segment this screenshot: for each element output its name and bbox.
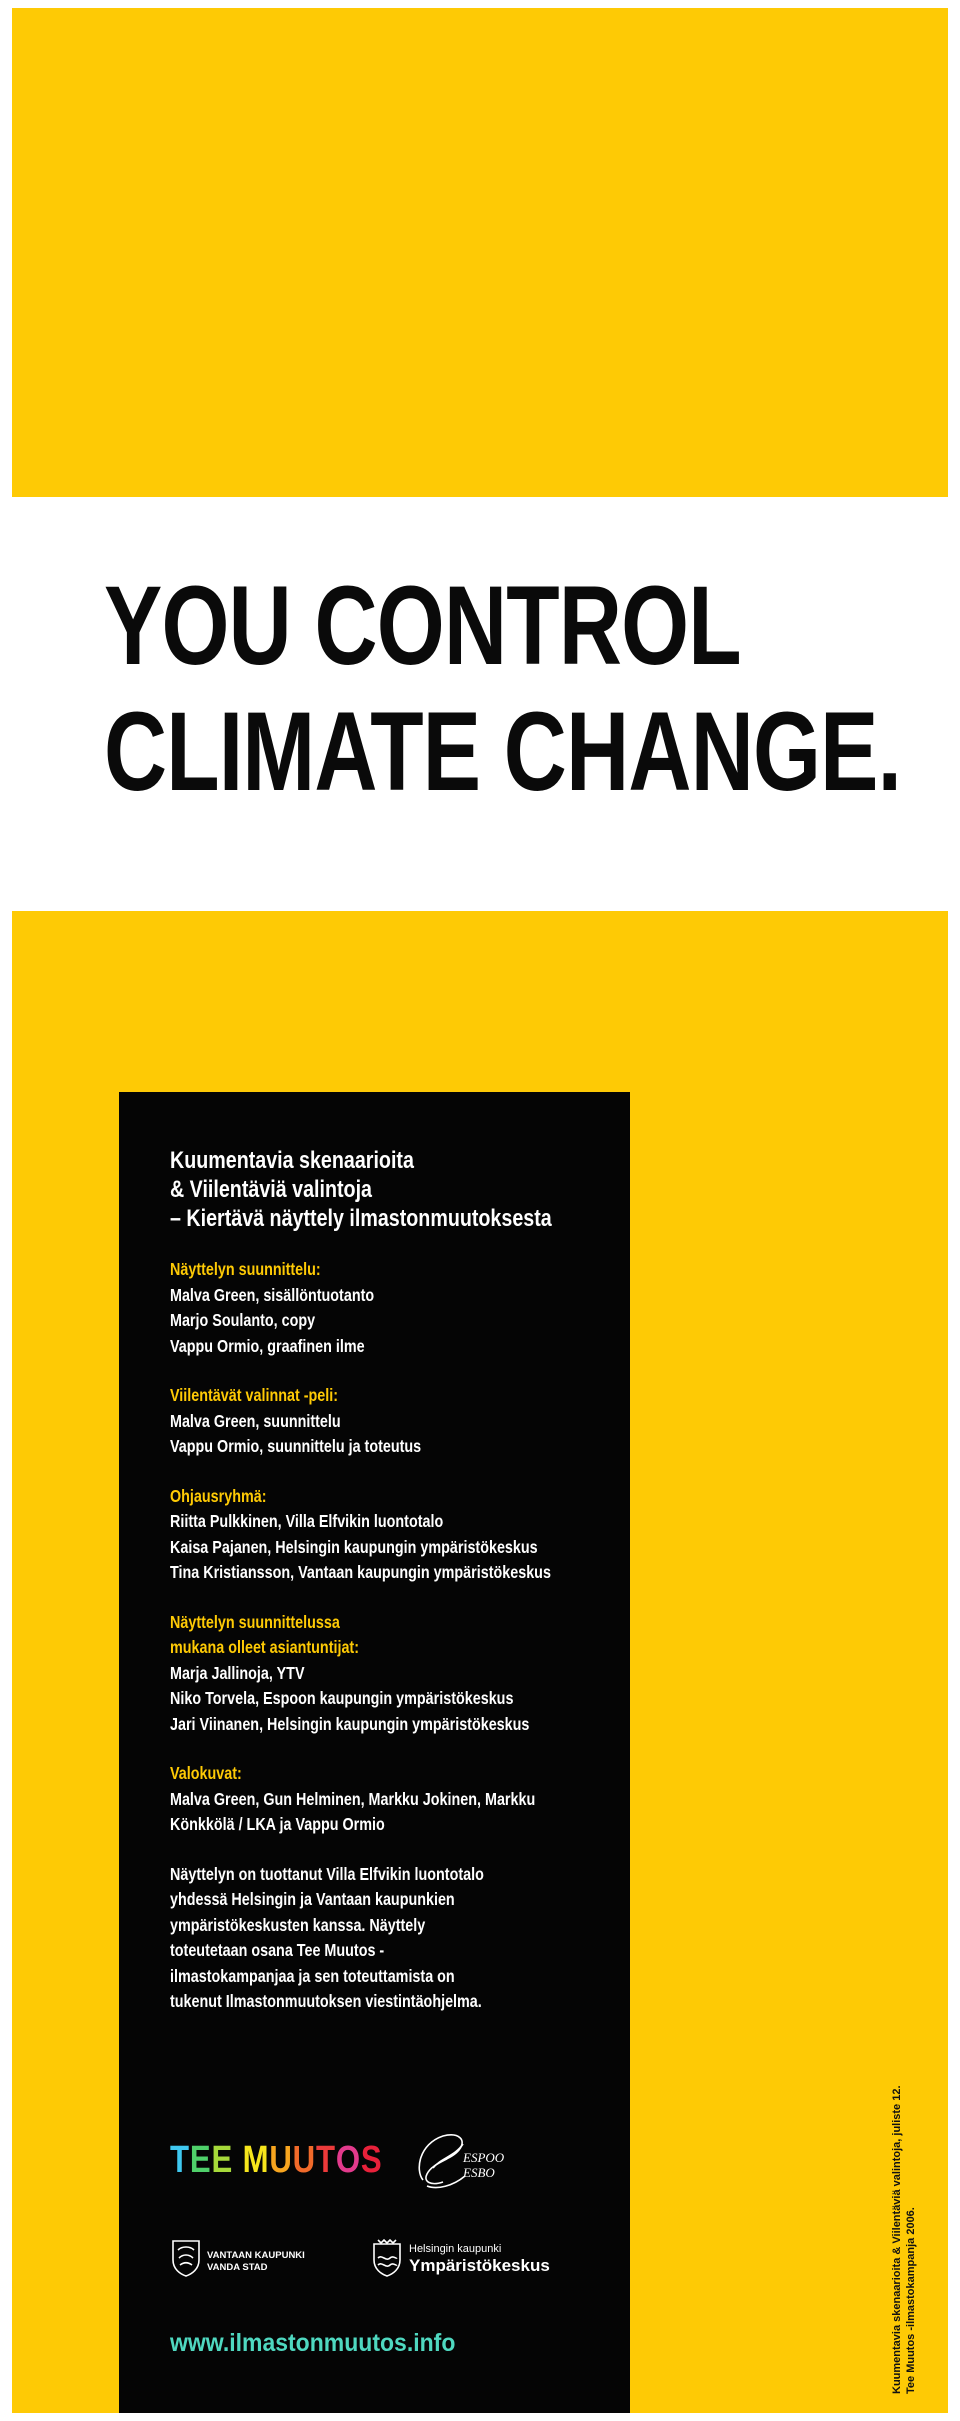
espoo-text: [463, 2150, 504, 2180]
vantaa-crest-icon: [170, 2238, 202, 2278]
section-experts: [170, 1610, 629, 1738]
headline-line-1: YOU CONTROL: [104, 563, 741, 688]
exhibition-title-line-2: & Viilentäviä valintoja: [170, 1176, 372, 1203]
section-heading: mukana olleet asiantuntijat:: [170, 1637, 359, 1657]
url-tld: info: [413, 2329, 456, 2357]
credit-line: Könkkölä / LKA ja Vappu Ormio: [170, 1814, 385, 1834]
credits-text: [170, 1146, 629, 2015]
credit-line: Malva Green, Gun Helminen, Markku Jokinen, Markku: [170, 1788, 536, 1809]
headline-line-2: CLIMATE CHANGE.: [104, 689, 902, 814]
exhibition-title-line-1: Kuumentavia skenaarioita: [170, 1147, 414, 1174]
side-note-line-2: Tee Muutos -ilmastokampanja 2006.: [905, 2207, 917, 2394]
tee-muutos-letter: U: [269, 2139, 293, 2181]
helsinki-logo: [371, 2238, 591, 2282]
tee-muutos-letter: E: [211, 2139, 234, 2181]
credit-line: Marja Jallinoja, YTV: [170, 1662, 305, 1683]
vantaa-logo: [170, 2238, 330, 2282]
section-heading: Viilentävät valinnat -peli:: [170, 1385, 338, 1405]
espoo-line-2: ESBO: [463, 2165, 495, 2180]
vantaa-line-1: VANTAAN KAUPUNKI: [207, 2250, 305, 2261]
headline: [104, 563, 902, 815]
tee-muutos-letter: T: [316, 2139, 336, 2181]
credit-line: Riitta Pulkkinen, Villa Elfvikin luontotalo: [170, 1511, 444, 1531]
tee-muutos-letter: S: [360, 2139, 383, 2181]
vantaa-text: [207, 2250, 305, 2274]
tee-muutos-letter: O: [335, 2139, 361, 2181]
section-design: [170, 1257, 629, 1359]
url-main: www.ilmastonmuutos: [170, 2329, 407, 2357]
vantaa-line-2: VANDA STAD: [207, 2262, 268, 2273]
helsinki-text: [409, 2242, 550, 2276]
side-note-line-1: Kuumentavia skenaarioita & Viilentäviä valintoja, juliste 12.: [891, 2085, 903, 2394]
tee-muutos-logo: [170, 2139, 383, 2182]
section-steering-group: [170, 1484, 629, 1586]
exhibition-title: [170, 1146, 629, 1233]
tee-muutos-letter: M: [242, 2139, 270, 2181]
section-heading: Ohjausryhmä:: [170, 1485, 267, 1506]
tee-muutos-letter: U: [292, 2139, 317, 2181]
credit-line: Malva Green, sisällöntuotanto: [170, 1284, 375, 1305]
tee-muutos-letter: E: [189, 2139, 212, 2181]
helsinki-big-text: Ympäristökeskus: [409, 2256, 550, 2275]
espoo-line-1: ESPOO: [463, 2150, 505, 2165]
campaign-url[interactable]: [170, 2329, 455, 2358]
credit-line: Marjo Soulanto, copy: [170, 1310, 316, 1330]
section-heading: Näyttelyn suunnittelussa: [170, 1611, 340, 1632]
credits-panel: [119, 1092, 630, 2413]
credit-line: Kaisa Pajanen, Helsingin kaupungin ympäristökeskus: [170, 1536, 538, 1557]
credit-line: Vappu Ormio, suunnittelu ja toteutus: [170, 1436, 422, 1456]
section-game: [170, 1383, 629, 1460]
closing-paragraph: Näyttelyn on tuottanut Villa Elfvikin luontotalo yhdessä Helsingin ja Vantaan kaupunkien ympäristökeskusten kanssa. Näyttely toteutetaan osana Tee Muutos -ilmastokampanjaa ja sen toteuttamista on tukenut Ilmastonmuutoksen viestintäohjelma.: [170, 1863, 484, 2011]
credit-line: Malva Green, suunnittelu: [170, 1410, 341, 1431]
tee-muutos-letter: T: [170, 2139, 190, 2181]
credit-line: Tina Kristiansson, Vantaan kaupungin ympäristökeskus: [170, 1562, 551, 1582]
helsinki-small-text: Helsingin kaupunki: [409, 2243, 502, 2255]
url-dot: .: [406, 2329, 414, 2357]
section-photos: [170, 1761, 629, 1838]
espoo-logo: [413, 2130, 533, 2192]
credit-line: Niko Torvela, Espoon kaupungin ympäristökeskus: [170, 1688, 514, 1708]
exhibition-title-line-3: – Kiertävä näyttely ilmastonmuutoksesta: [170, 1205, 552, 1232]
credit-line: Vappu Ormio, graafinen ilme: [170, 1335, 365, 1356]
helsinki-crest-icon: [371, 2238, 403, 2278]
side-note: [890, 2085, 918, 2394]
poster: [12, 8, 948, 2413]
section-heading: Näyttelyn suunnittelu:: [170, 1259, 321, 1279]
tee-muutos-letter: [233, 2139, 242, 2182]
credit-line: Jari Viinanen, Helsingin kaupungin ympäristökeskus: [170, 1713, 530, 1734]
section-heading: Valokuvat:: [170, 1763, 242, 1783]
